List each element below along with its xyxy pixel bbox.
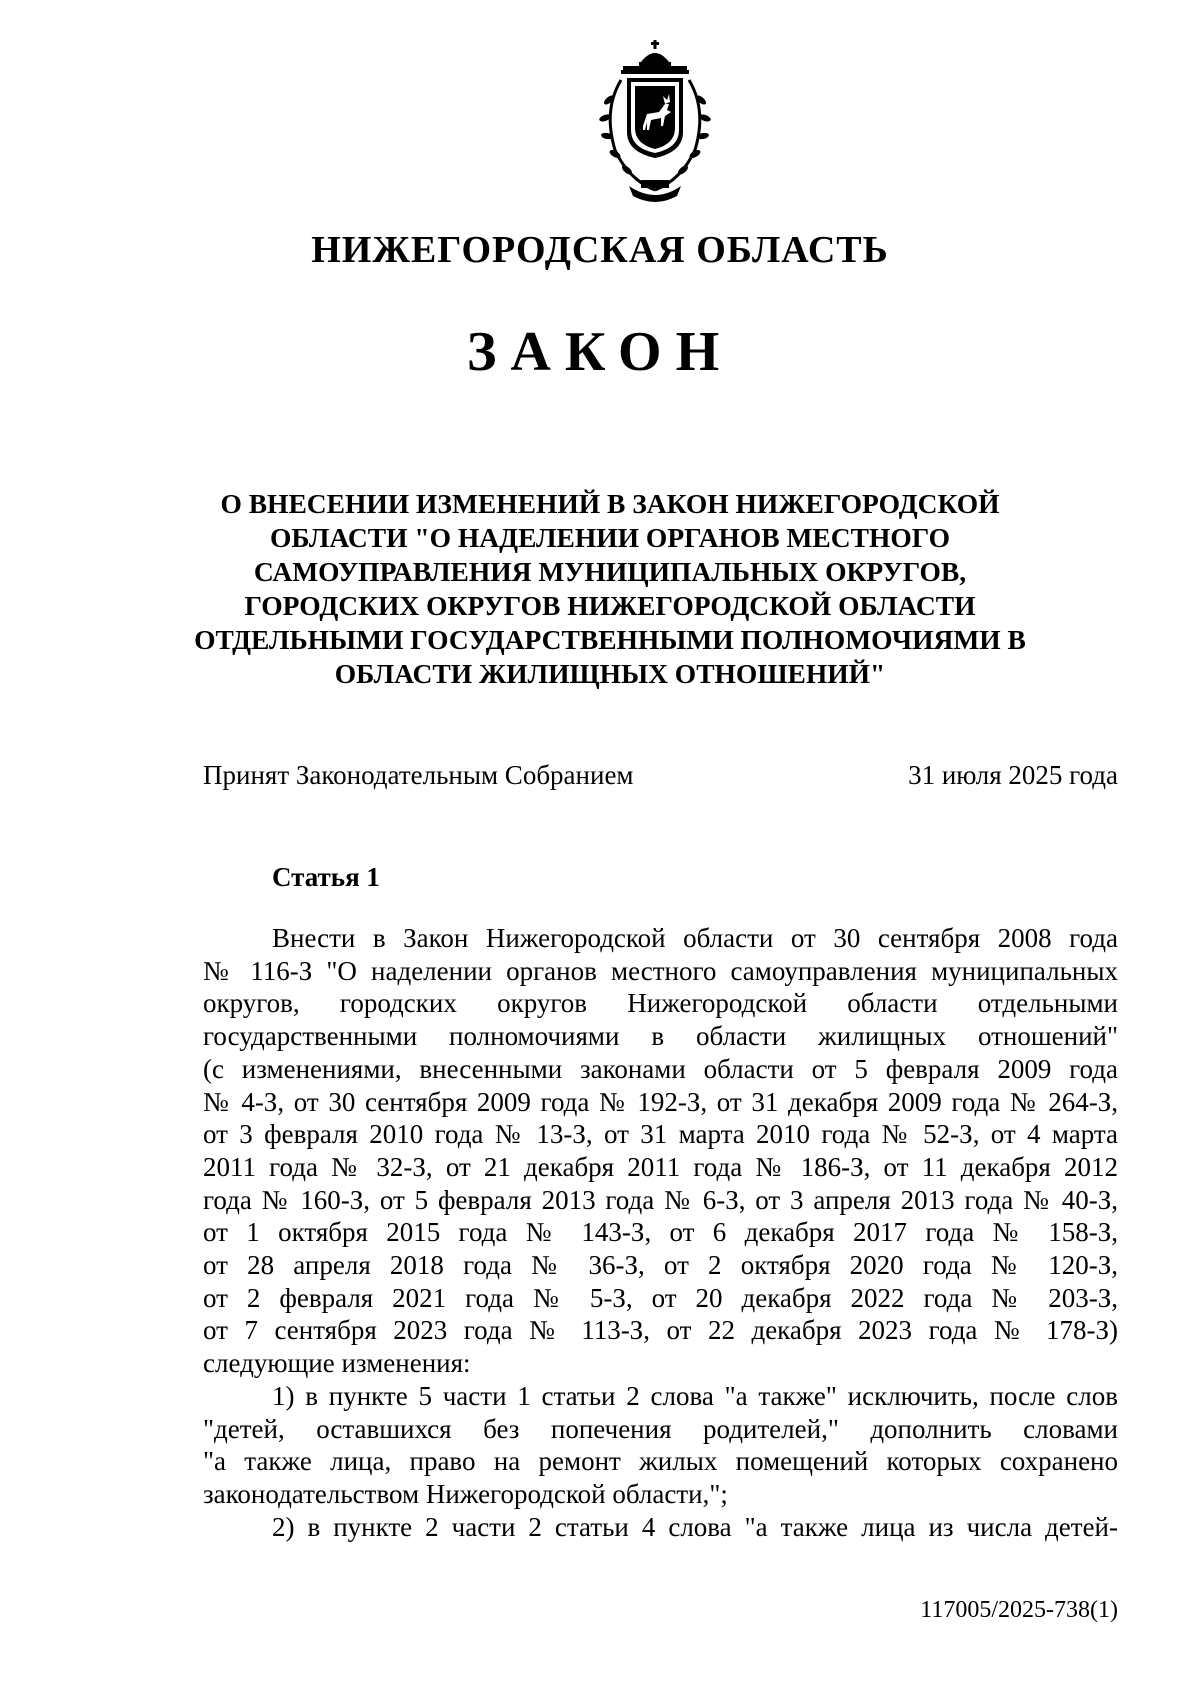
body-line: округов, городских округов Нижегородской области отдельными bbox=[203, 988, 1118, 1019]
body-line: законодательством Нижегородской области,"; bbox=[203, 1478, 728, 1509]
body-line: следующие изменения: bbox=[203, 1348, 471, 1379]
coat-of-arms-icon bbox=[585, 40, 725, 205]
document-number: 117005/2025-738(1) bbox=[920, 1597, 1118, 1623]
document-type: ЗАКОН bbox=[466, 321, 734, 383]
body-line: от 2 февраля 2021 года № 5-З, от 20 декабря 2022 года № 203-З, bbox=[203, 1282, 1118, 1313]
body-line: 2) в пункте 2 части 2 статьи 4 слова "а также лица из числа детей- bbox=[272, 1511, 1118, 1542]
article-heading: Статья 1 bbox=[272, 862, 380, 892]
body-line: года № 160-З, от 5 февраля 2013 года № 6-З, от 3 апреля 2013 года № 40-З, bbox=[203, 1184, 1118, 1215]
region-title: НИЖЕГОРОДСКАЯ ОБЛАСТЬ bbox=[311, 229, 889, 271]
body-line: Внести в Закон Нижегородской области от 30 сентября 2008 года bbox=[272, 923, 1118, 953]
body-line: 2011 года № 32-З, от 21 декабря 2011 года № 186-З, от 11 декабря 2012 bbox=[203, 1151, 1118, 1182]
law-title-line: ОТДЕЛЬНЫМИ ГОСУДАРСТВЕННЫМИ ПОЛНОМОЧИЯМИ В bbox=[194, 624, 1026, 655]
body-line: от 28 апреля 2018 года № 36-З, от 2 октября 2020 года № 120-З, bbox=[203, 1250, 1118, 1281]
adopted-by: Принят Законодательным Собранием bbox=[203, 760, 634, 790]
law-title-line: ГОРОДСКИХ ОКРУГОВ НИЖЕГОРОДСКОЙ ОБЛАСТИ bbox=[244, 590, 976, 621]
article-body bbox=[203, 922, 1118, 1543]
adoption-date: 31 июля 2025 года bbox=[908, 760, 1118, 790]
body-line: от 1 октября 2015 года № 143-З, от 6 декабря 2017 года № 158-З, bbox=[203, 1217, 1118, 1248]
law-title-line: САМОУПРАВЛЕНИЯ МУНИЦИПАЛЬНЫХ ОКРУГОВ, bbox=[253, 556, 967, 587]
body-line: "а также лица, право на ремонт жилых помещений которых сохранено bbox=[203, 1446, 1118, 1477]
law-title-line: ОБЛАСТИ ЖИЛИЩНЫХ ОТНОШЕНИЙ" bbox=[334, 658, 886, 689]
body-line: государственными полномочиями в области жилищных отношений" bbox=[203, 1021, 1118, 1052]
body-line: № 4-З, от 30 сентября 2009 года № 192-З, от 31 декабря 2009 года № 264-З, bbox=[203, 1086, 1118, 1117]
body-line: 1) в пункте 5 части 1 статьи 2 слова "а также" исключить, после слов bbox=[272, 1380, 1118, 1411]
law-title-line: ОБЛАСТИ "О НАДЕЛЕНИИ ОРГАНОВ МЕСТНОГО bbox=[270, 522, 950, 553]
body-line: (с изменениями, внесенными законами области от 5 февраля 2009 года bbox=[203, 1053, 1118, 1084]
body-line: № 116-З "О наделении органов местного самоуправления муниципальных bbox=[203, 955, 1118, 986]
body-line: от 7 сентября 2023 года № 113-З, от 22 декабря 2023 года № 178-З) bbox=[203, 1315, 1118, 1346]
law-title bbox=[150, 487, 1070, 691]
law-title-line: О ВНЕСЕНИИ ИЗМЕНЕНИЙ В ЗАКОН НИЖЕГОРОДСКОЙ bbox=[220, 488, 1000, 519]
body-line: "детей, оставшихся без попечения родителей," дополнить словами bbox=[203, 1413, 1118, 1444]
body-line: от 3 февраля 2010 года № 13-З, от 31 марта 2010 года № 52-З, от 4 марта bbox=[203, 1119, 1118, 1150]
